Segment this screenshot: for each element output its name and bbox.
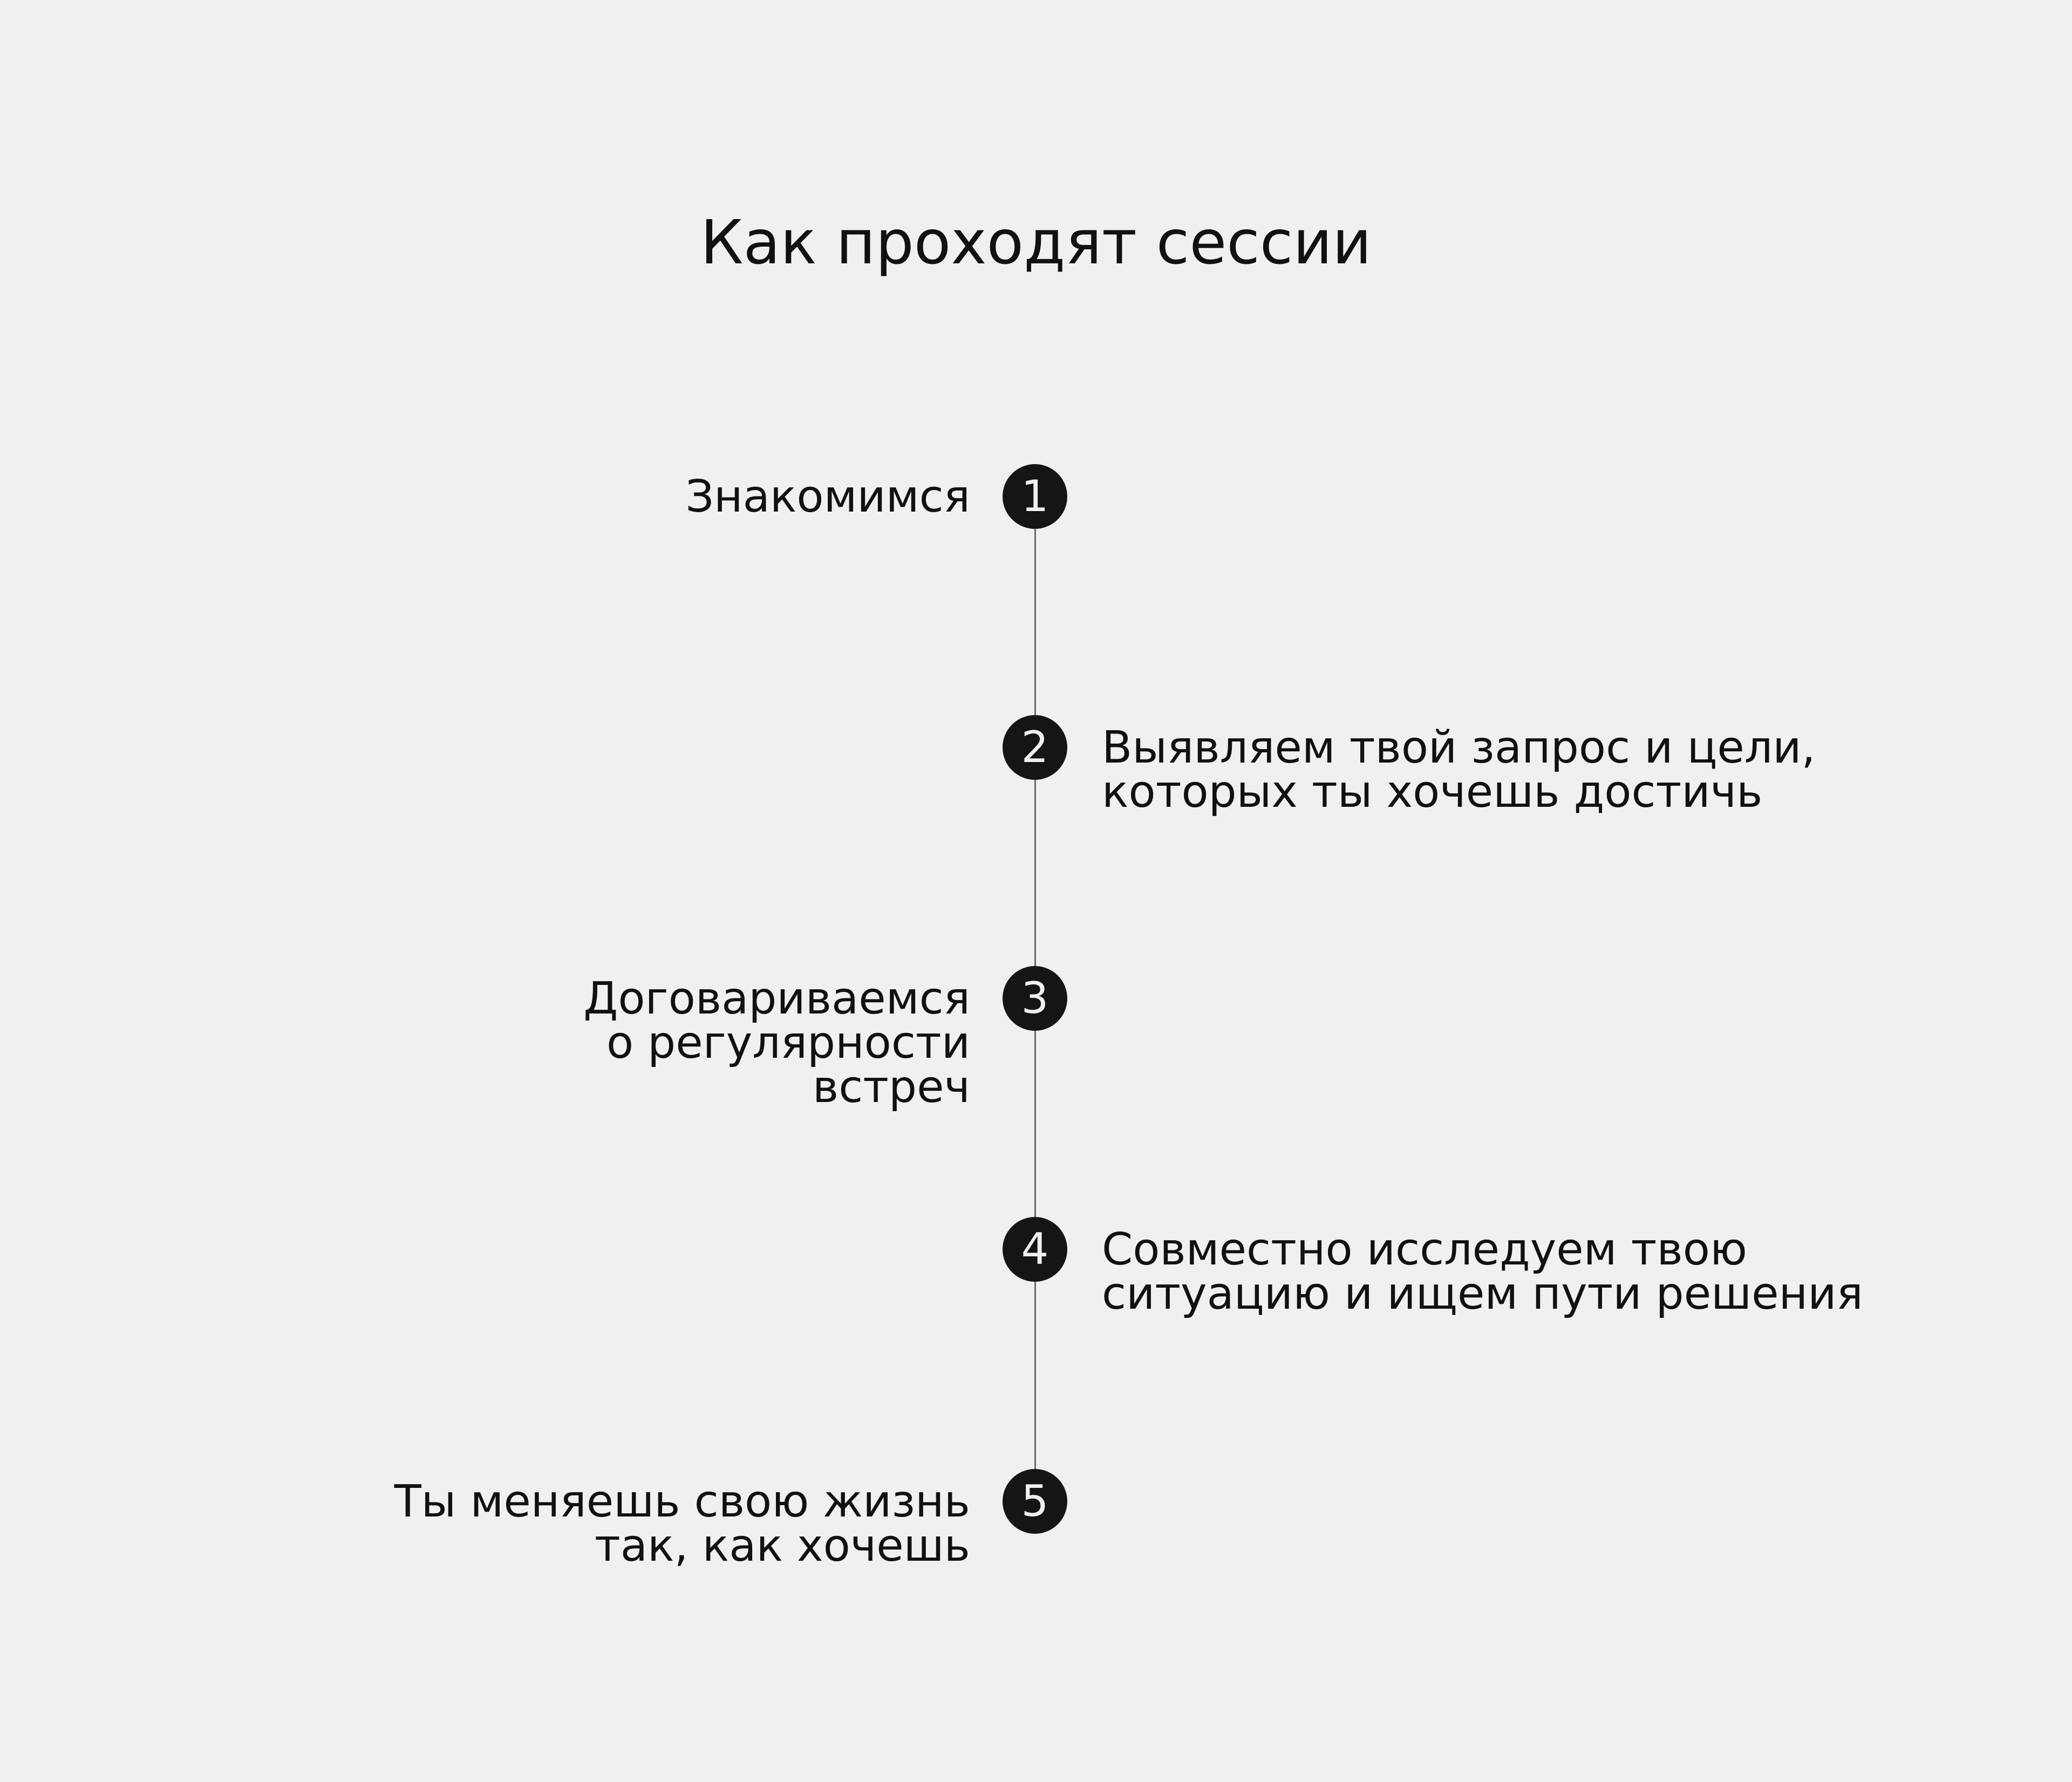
step-1-text: Знакомимся bbox=[685, 471, 970, 522]
step-2-text: Выявляем твой запрос и цели, которых ты хочешь достичь bbox=[1102, 722, 1816, 818]
step-3-text: Договариваемся о регулярности встреч bbox=[583, 973, 970, 1113]
step-5-text: Ты меняешь свою жизнь так, как хочешь bbox=[394, 1476, 970, 1572]
step-4-number: 4 bbox=[1021, 1224, 1049, 1274]
step-4-marker bbox=[1003, 1217, 1067, 1282]
step-3-number: 3 bbox=[1021, 973, 1049, 1023]
step-4-text: Совместно исследуем твою ситуацию и ищем пути решения bbox=[1102, 1224, 1863, 1320]
step-2-number: 2 bbox=[1021, 722, 1049, 772]
step-5-marker bbox=[1003, 1469, 1067, 1534]
step-3-marker bbox=[1003, 966, 1067, 1031]
step-2-marker bbox=[1003, 715, 1067, 780]
page-title: Как проходят сессии bbox=[700, 208, 1372, 278]
step-5-number: 5 bbox=[1021, 1476, 1049, 1526]
step-1-marker bbox=[1003, 464, 1067, 529]
step-1-number: 1 bbox=[1021, 471, 1049, 521]
